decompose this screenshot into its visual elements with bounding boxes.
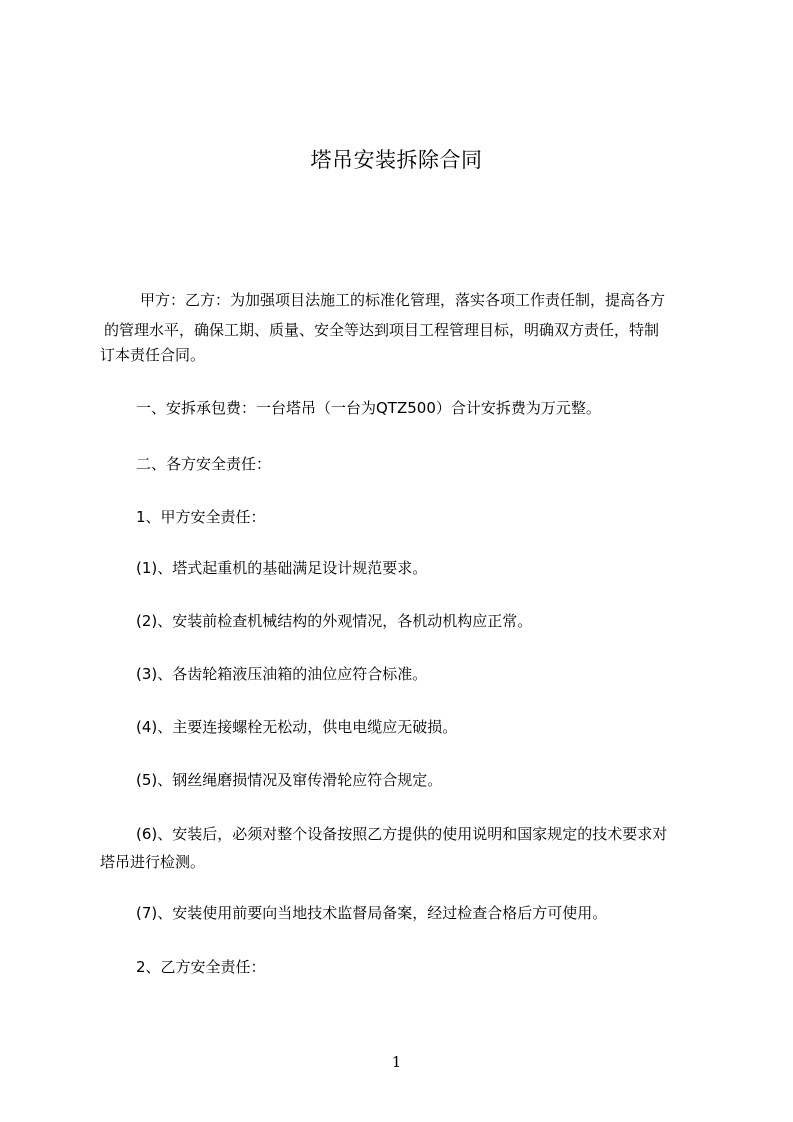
- page-number: 1: [391, 1053, 402, 1071]
- party-a-heading: 1、甲方安全责任：: [136, 508, 266, 526]
- intro-line-3: 订本责任合同。: [100, 346, 206, 364]
- party-b-heading: 2、乙方安全责任：: [136, 958, 266, 976]
- document-title: 塔吊安装拆除合同: [310, 148, 483, 172]
- section-safety-heading: 二、各方安全责任：: [136, 455, 272, 473]
- party-a-item-3: (3)、各齿轮箱液压油箱的油位应符合标准。: [136, 665, 428, 683]
- party-a-item-4: (4)、主要连接螺栓无松动，供电电缆应无破损。: [136, 718, 458, 736]
- intro-line-1: 甲方：乙方：为加强项目法施工的标准化管理，落实各项工作责任制，提高各方: [140, 291, 666, 309]
- section-fee: 一、安拆承包费：一台塔吊（一台为QTZ500）合计安拆费为万元整。: [136, 399, 601, 417]
- party-a-item-6-line-2: 塔吊进行检测。: [100, 853, 206, 871]
- party-a-item-7: (7)、安装使用前要向当地技术监督局备案，经过检查合格后方可使用。: [136, 904, 608, 922]
- party-a-item-2: (2)、安装前检查机械结构的外观情况，各机动机构应正常。: [136, 612, 533, 630]
- party-a-item-6-line-1: (6)、安装后，必须对整个设备按照乙方提供的使用说明和国家规定的技术要求对: [136, 825, 668, 843]
- intro-line-2: 的管理水平，确保工期、质量、安全等达到项目工程管理目标，明确双方责任，特制: [104, 321, 660, 339]
- party-a-item-5: (5)、钢丝绳磨损情况及窜传滑轮应符合规定。: [136, 771, 443, 789]
- party-a-item-1: (1)、塔式起重机的基础满足设计规范要求。: [136, 559, 428, 577]
